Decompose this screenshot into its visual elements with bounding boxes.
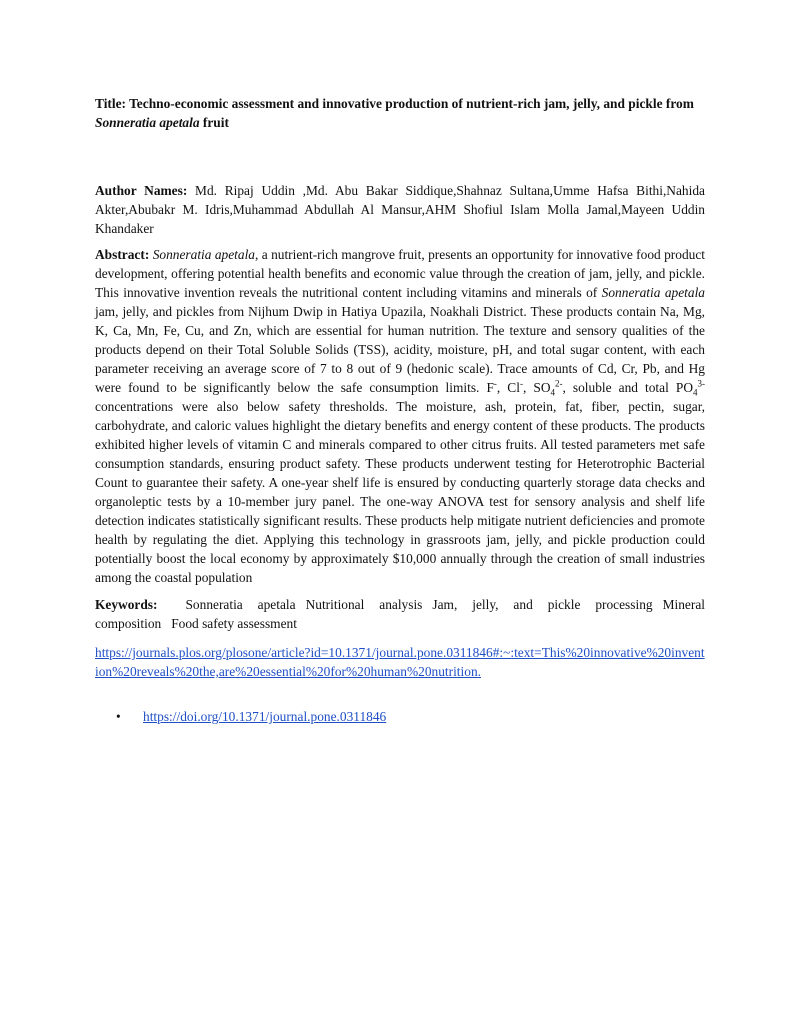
keywords: [95, 595, 705, 633]
title-label: Title:: [95, 96, 126, 111]
chloride-charge: -: [519, 378, 523, 389]
title-text-end: fruit: [202, 115, 229, 130]
keywords-label: Keywords:: [95, 597, 158, 612]
abstract-label: Abstract:: [95, 247, 150, 262]
paper-title: [95, 94, 705, 132]
sulfate-subscript: 4: [550, 387, 555, 398]
fluoride-charge: -: [493, 378, 497, 389]
abstract-text-2: jam, jelly, and pickles from Nijhum Dwip in Hatiya Upazila, Noakhali District. These products contain Na, Mg, K, Ca, Mn, Fe, Cu, and Zn, which are essential for human nutrition. The texture and sensory qualities of the products depend on their Total Soluble Solids (TSS), acidity, moisture, pH, and total sugar content, with each parameter receiving an average score of 7 to 8 out of 9 (hedonic scale). Trace amounts of Cd, Cr, Pb, and Hg were found to be significantly below the safe consumption limits. F: [95, 304, 705, 395]
keyword-item: Food safety assessment: [171, 616, 297, 631]
sulfate-charge: 2-: [555, 378, 563, 389]
abstract: [95, 245, 705, 587]
abstract-species-2: Sonneratia apetala: [601, 285, 706, 300]
reference-list: [95, 707, 705, 726]
keyword-item: Jam, jelly, and pickle processing: [432, 597, 653, 612]
abstract-text-5: , soluble and total PO: [562, 380, 693, 395]
keyword-item: Mineral composition: [95, 597, 705, 631]
title-species: Sonneratia apetala: [95, 115, 200, 130]
phosphate-subscript: 4: [693, 387, 698, 398]
keyword-item: Sonneratia apetala: [185, 597, 296, 612]
abstract-text-4: , SO: [522, 380, 551, 395]
abstract-text-3: , Cl: [496, 380, 520, 395]
authors-label: Author Names:: [95, 183, 188, 198]
list-item: [116, 707, 705, 726]
abstract-text-6: concentrations were also below safety thresholds. The moisture, ash, protein, fat, fiber, pectin, sugar, carbohydrate, and caloric values highlight the dietary benefits and energy content of these products. The products exhibited higher levels of vitamin C and minerals compared to other citrus fruits. All tested parameters met safe consumption standards, ensuring product safety. These products underwent testing for Heterotrophic Bacterial Count to guarantee their safety. A one-year shelf life is ensured by conducting quarterly storage data checks and organoleptic tests by a 10-member jury panel. The one-way ANOVA test for sensory analysis and shelf life detection indicates statistically significant results. These products help mitigate nutrient deficiencies and promote health by regulating the diet. Applying this technology in grassroots jam, jelly, and pickle production could potentially boost the local economy by approximately $10,000 annually through the creation of small industries among the coastal population: [95, 399, 705, 585]
document-page: [95, 94, 705, 739]
title-text: Techno-economic assessment and innovative production of nutrient-rich jam, jelly, and pickle from: [129, 96, 694, 111]
abstract-text-1: , a nutrient-rich mangrove fruit, presents an opportunity for innovative food product development, offering potential health benefits and economic value through the creation of jam, jelly, and pickle. This innovative invention reveals the nutritional content including vitamins and minerals of: [95, 247, 705, 300]
bullet-icon: •: [116, 709, 121, 724]
article-link[interactable]: https://journals.plos.org/plosone/article?id=10.1371/journal.pone.0311846#:~:text=This%20innovative%20invention%20reveals%20the,are%20essential%20for%20human%20nutrition.: [95, 645, 705, 679]
abstract-species-1: Sonneratia apetala: [152, 247, 256, 262]
phosphate-charge: 3-: [697, 378, 705, 389]
keyword-item: Nutritional analysis: [305, 597, 423, 612]
author-list: [95, 181, 705, 238]
doi-link[interactable]: https://doi.org/10.1371/journal.pone.0311846: [143, 709, 387, 724]
authors-text: Md. Ripaj Uddin ,Md. Abu Bakar Siddique,Shahnaz Sultana,Umme Hafsa Bithi,Nahida Akter,Abubakr M. Idris,Muhammad Abdullah Al Mansur,AHM Shofiul Islam Molla Jamal,Mayeen Uddin Khandaker: [95, 183, 705, 236]
